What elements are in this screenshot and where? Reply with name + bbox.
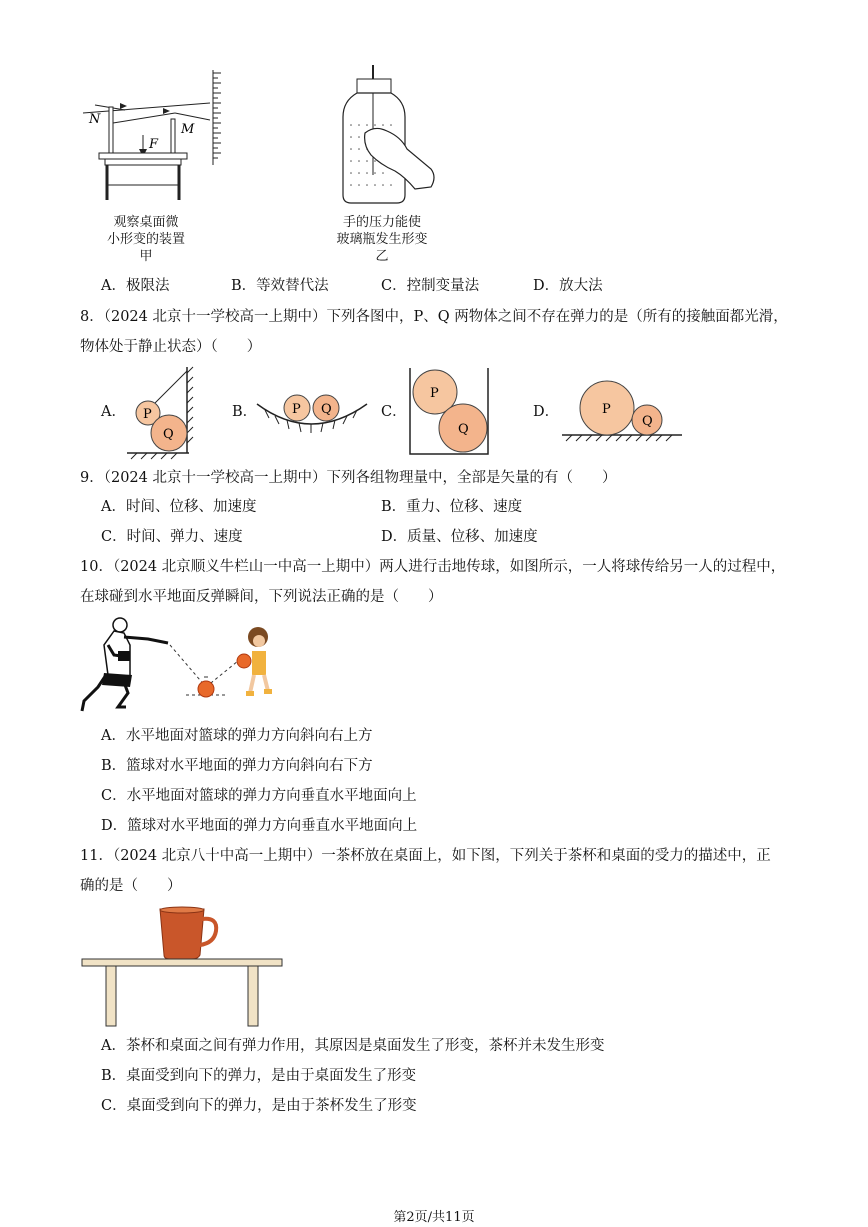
- q8b-Q: Q: [321, 402, 332, 417]
- caption-jia-line2: 小形变的装置: [106, 232, 185, 247]
- q8-option-c-label[interactable]: C．: [381, 404, 407, 420]
- q8-figure-b[interactable]: [255, 380, 370, 440]
- q9-stem: 9．（2024 北京十一学校高一上期中）下列各组物理量中，全部是矢量的有（ ）: [80, 470, 617, 486]
- q7-option-b[interactable]: B．等效替代法: [231, 278, 329, 294]
- q10-stem-line1: 10．（2024 北京顺义牛栏山一中高一上期中）两人进行击地传球，如图所示，一人将球传给另一人的过程中，: [80, 559, 786, 575]
- q11-option-b[interactable]: B．桌面受到向下的弹力，是由于桌面发生了形变: [101, 1068, 417, 1084]
- q8-stem-line1: 8．（2024 北京十一学校高一上期中）下列各图中，P、Q 两物体之间不存在弹力的是（所有的接触面都光滑，: [80, 309, 788, 325]
- q9-option-d[interactable]: D．质量、位移、加速度: [381, 529, 538, 545]
- q10-option-d[interactable]: D．篮球对水平地面的弹力方向垂直水平地面向上: [101, 818, 418, 834]
- q9-option-b[interactable]: B．重力、位移、速度: [381, 499, 523, 515]
- label-N: N: [89, 112, 101, 127]
- q7-option-c[interactable]: C．控制变量法: [381, 278, 480, 294]
- caption-jia-line3: 甲: [139, 249, 153, 264]
- caption-yi: [317, 214, 447, 265]
- bottle-squeeze-figure: [335, 65, 445, 215]
- caption-yi-line1: 手的压力能使: [342, 215, 421, 230]
- q7-option-a[interactable]: A．极限法: [101, 278, 170, 294]
- teacup-on-table-figure: [80, 905, 285, 1030]
- q11-stem-line2: 确的是（ ）: [80, 878, 182, 894]
- q8-figure-a[interactable]: [125, 365, 200, 457]
- q8a-P: P: [143, 407, 152, 422]
- q8-option-a-label[interactable]: A．: [101, 404, 126, 420]
- q11-option-a[interactable]: A．茶杯和桌面之间有弹力作用，其原因是桌面发生了形变，茶杯并未发生形变: [101, 1038, 605, 1054]
- q9-option-a[interactable]: A．时间、位移、加速度: [101, 499, 257, 515]
- q10-option-c[interactable]: C．水平地面对篮球的弹力方向垂直水平地面向上: [101, 788, 417, 804]
- q8-figure-c[interactable]: [408, 366, 490, 456]
- q11-stem-line1: 11．（2024 北京八十中高一上期中）一茶杯放在桌面上，如下图，下列关于茶杯和桌面的受力的描述中，正: [80, 848, 771, 864]
- q8-option-d-label[interactable]: D．: [533, 404, 560, 420]
- q10-option-b[interactable]: B．篮球对水平地面的弹力方向斜向右下方: [101, 758, 373, 774]
- q8c-P: P: [430, 386, 439, 401]
- caption-jia-line1: 观察桌面微: [113, 215, 179, 230]
- q8d-P: P: [602, 402, 611, 417]
- q8c-Q: Q: [458, 422, 469, 437]
- q8d-Q: Q: [642, 414, 653, 429]
- q8b-P: P: [292, 402, 301, 417]
- q7-option-d[interactable]: D．放大法: [533, 278, 603, 294]
- q8-stem-line2: 物体处于静止状态）（ ）: [80, 339, 262, 355]
- q9-option-c[interactable]: C．时间、弹力、速度: [101, 529, 243, 545]
- table-deformation-apparatus-figure: [75, 65, 235, 205]
- q8-option-b-label[interactable]: B．: [232, 404, 258, 420]
- label-F: F: [149, 137, 159, 152]
- label-M: M: [181, 122, 195, 137]
- q8-figure-d[interactable]: [560, 380, 685, 442]
- q8a-Q: Q: [163, 427, 174, 442]
- q11-option-c[interactable]: C．桌面受到向下的弹力，是由于茶杯发生了形变: [101, 1098, 417, 1114]
- caption-yi-line2: 玻璃瓶发生形变: [336, 232, 428, 247]
- q10-option-a[interactable]: A．水平地面对篮球的弹力方向斜向右上方: [101, 728, 373, 744]
- bounce-pass-figure: [78, 615, 278, 720]
- q10-stem-line2: 在球碰到水平地面反弹瞬间，下列说法正确的是（ ）: [80, 589, 443, 605]
- caption-jia: [96, 214, 196, 265]
- page-number: 第2页/共11页: [393, 1210, 475, 1225]
- caption-yi-line3: 乙: [375, 249, 389, 264]
